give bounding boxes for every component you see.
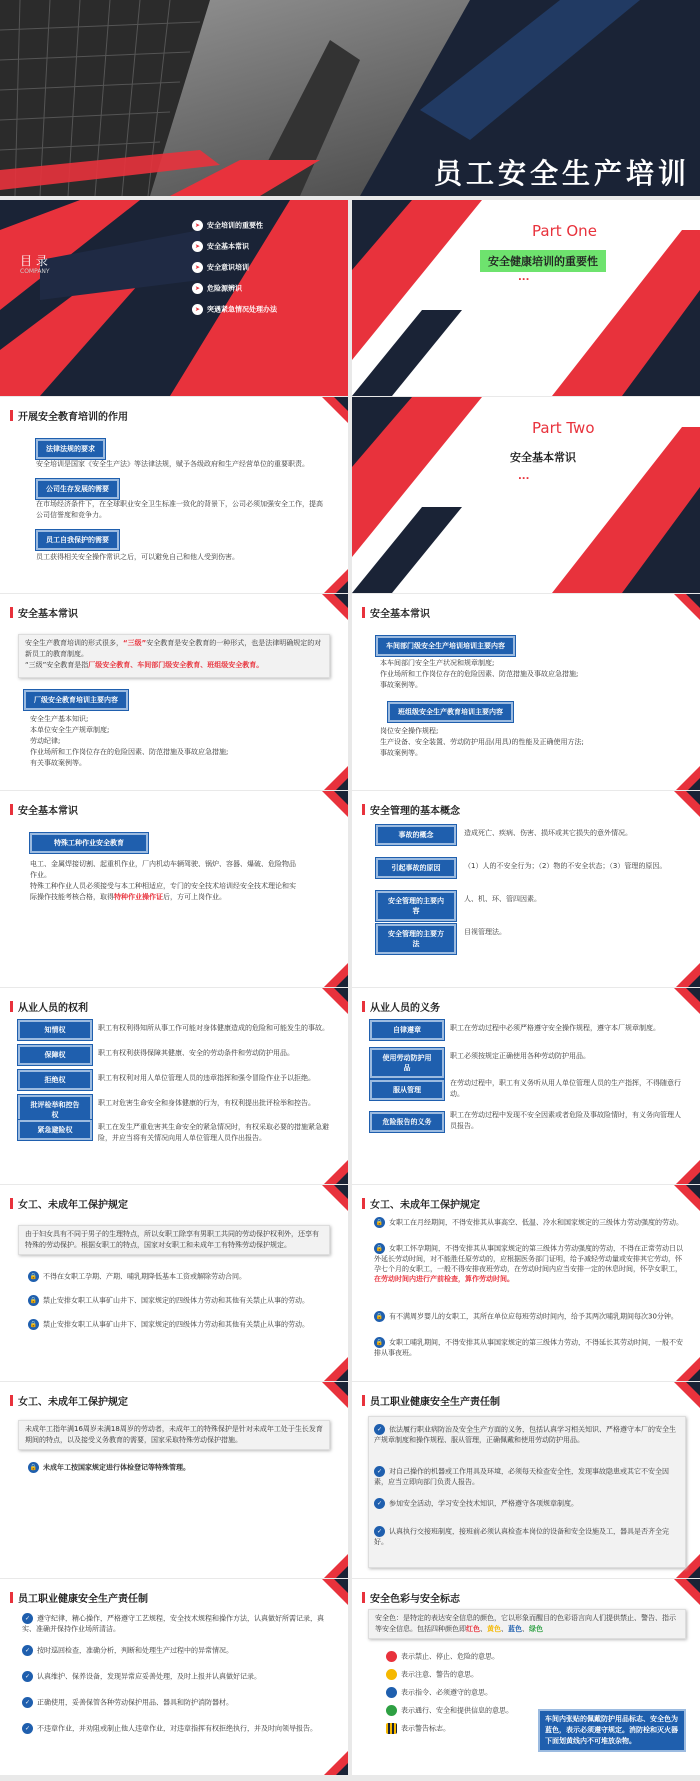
- mgmt-concept-slide: [352, 791, 700, 987]
- corner-deco: [336, 778, 348, 790]
- arrow-icon: ➤: [192, 262, 203, 273]
- yellow-dot-icon: [386, 1669, 397, 1680]
- slide-header: 安全管理的基本概念: [362, 802, 460, 817]
- note-box: 车间内张贴的佩戴防护用品标志、安全色为蓝色，表示必须遵守规定。消防栓和灭火器下面划黄线内不可堆放杂物。: [538, 1709, 686, 1752]
- lock-icon: 🔒: [29, 1297, 38, 1304]
- part-label: Part Two: [532, 419, 595, 437]
- check-icon: ✓: [22, 1671, 33, 1682]
- part-title: 安全健康培训的重要性: [480, 250, 606, 272]
- slide-header: 从业人员的义务: [362, 999, 440, 1014]
- tag-key: 保障权: [18, 1045, 92, 1065]
- tag-key: 安全管理的主要方法: [376, 924, 456, 954]
- intro-box: 安全色：是特定的表达安全信息的颜色，它以形象而醒目的色彩语言向人们提供禁止、警告、指示等安全信息。包括四种颜色即红色、黄色、蓝色、绿色: [368, 1609, 686, 1639]
- tag-special: 特殊工种作业安全教育: [30, 833, 148, 853]
- list-item: 🔒 女职工怀孕期间，不得安排其从事国家规定的第三级体力劳动强度的劳动，不得在正常劳动日以外延长劳动时间，对不能胜任原劳动的，应根据医务部门证明，给予减轻劳动量或安排其它劳动，怀孕七个月的女职工，一般不得安排夜班劳动，在劳动时间内应当安排一定的休息时间，怀孕女职工，在劳动时间内进行产前检查，算作劳动时间。: [374, 1244, 683, 1283]
- slide-header: 安全色彩与安全标志: [362, 1590, 460, 1605]
- toc-title: 目 录: [20, 254, 48, 268]
- corner-deco: [334, 594, 348, 608]
- corner-deco: [336, 581, 348, 593]
- tag-key: 批评检举和控告权: [18, 1095, 92, 1125]
- color-item-stripe: 表示警告标志。: [386, 1723, 450, 1734]
- value-text: 职工必须按规定正确使用各种劳动防护用品。: [450, 1052, 590, 1060]
- toc-item[interactable]: ➤ 危险源辨识: [192, 283, 277, 304]
- corner-deco: [334, 791, 348, 805]
- list-item: ✓ 正确使用，妥善保管各种劳动保护用品、器具和防护消防器材。: [22, 1697, 332, 1708]
- corner-deco: [688, 778, 700, 790]
- basics-slide-3: [0, 791, 348, 987]
- toc-subtitle: COMPANY: [20, 268, 50, 275]
- corner-deco: [336, 1763, 348, 1775]
- list-item: ✓ 认真维护、保养设备，发现异常应妥善处理，及时上报并认真做好记录。: [22, 1671, 332, 1682]
- toc-list: [192, 220, 277, 325]
- toc-bg-shapes: [0, 200, 348, 396]
- tag-key: 服从管理: [370, 1080, 444, 1100]
- corner-deco: [336, 1369, 348, 1381]
- part-dots: ...: [518, 471, 530, 482]
- list-item: 🔒 禁止安排女职工从事矿山井下、国家规定的四级体力劳动和其他有关禁止从事的劳动。: [29, 1320, 309, 1329]
- corner-deco: [686, 988, 700, 1002]
- color-item-yellow: 表示注意、警告的意思。: [386, 1669, 478, 1680]
- slide-header: 女工、未成年工保护规定: [10, 1393, 128, 1408]
- lock-icon: 🔒: [375, 1313, 384, 1320]
- text-law: 安全培训是国家《安全生产法》等法律法规，赋予各级政府和生产经营单位的重要职责。: [36, 460, 309, 468]
- value-text: （1）人的不安全行为；（2）物的不安全状态；（3）管理的原因。: [464, 862, 667, 870]
- arrow-icon: ➤: [192, 241, 203, 252]
- tag-workshop: 车间部门级安全生产培训培训主要内容: [376, 636, 515, 656]
- tag-self: 员工自我保护的需要: [36, 530, 119, 550]
- basics-slide-2: [352, 594, 700, 790]
- blue-dot-icon: [386, 1687, 397, 1698]
- corner-deco: [688, 1369, 700, 1381]
- tag-company: 公司生存发展的需要: [36, 479, 119, 499]
- corner-deco: [334, 1382, 348, 1396]
- corner-deco: [688, 1172, 700, 1184]
- tag-key: 自律遵章: [370, 1020, 444, 1040]
- tag-key: 紧急避险权: [18, 1120, 92, 1140]
- value-text: 在劳动过程中，职工有义务听从用人单位管理人员的生产指挥，不得随意行动。: [450, 1079, 681, 1098]
- color-item-red: 表示禁止、停止、危险的意思。: [386, 1651, 499, 1662]
- safety-color-slide: [352, 1579, 700, 1775]
- corner-deco: [686, 1579, 700, 1593]
- color-item-green: 表示通行、安全和提供信息的意思。: [386, 1705, 513, 1716]
- toc-item[interactable]: ➤ 安全意识培训: [192, 262, 277, 283]
- value-text: 职工有权利对用人单位管理人员的违章指挥和强令冒险作业予以拒绝。: [98, 1074, 315, 1082]
- tag-key: 危险报告的义务: [370, 1112, 444, 1132]
- value-text: 目视管理法。: [464, 928, 506, 936]
- intro-box: 安全生产教育培训的形式很多，“三级”安全教育是安全教育的一种形式，也是法律明确规定的对新员工的教育制度。 “三级”安全教育是指厂级安全教育、车间部门级安全教育、班组级安全教育。: [18, 634, 330, 678]
- tag-key: 事故的概念: [376, 825, 456, 845]
- corner-deco: [686, 1185, 700, 1199]
- intro-box: 由于妇女具有不同于男子的生理特点，所以女职工除享有男职工共同的劳动保护权利外，还享有特殊的劳动保护。根据女职工的特点，国家对女职工和未成年工有特殊劳动保护规定。: [18, 1225, 330, 1255]
- corner-deco: [334, 988, 348, 1002]
- responsibility-slide-1: [352, 1382, 700, 1578]
- corner-deco: [336, 975, 348, 987]
- corner-deco: [688, 975, 700, 987]
- corner-deco: [334, 1579, 348, 1593]
- corner-deco: [686, 594, 700, 608]
- text-self: 员工获得相关安全操作常识之后，可以避免自己和他人受到伤害。: [36, 553, 239, 561]
- value-text: 职工在劳动过程中发现不安全因素或者危险及事故险情时，有义务向管理人员报告。: [450, 1111, 681, 1130]
- value-text: 职工在发生严重危害其生命安全的紧急情况时，有权采取必要的措施紧急避险，并应当将有关情况向用人单位管理人员作出报告。: [98, 1123, 329, 1142]
- list-item: 🔒 有不满周岁婴儿的女职工，其所在单位应每班劳动时间内，给予其两次哺乳期间每次30分钟。: [375, 1312, 678, 1321]
- cover-slide: [0, 0, 700, 196]
- slide-header: 女工、未成年工保护规定: [362, 1196, 480, 1211]
- cover-title: 员工安全生产培训: [433, 157, 690, 190]
- list-team: 岗位安全操作规程; 生产设备、安全装置、劳动防护用品(用具)的性能及正确使用方法; 事故案例等。: [380, 727, 584, 757]
- arrow-icon: ➤: [192, 220, 203, 231]
- list-item: ✓ 对自己操作的机器或工作用具及环境，必须每天检查安全性，发现事故隐患或其它不安全因素，应当立即向部门负责人报告。: [374, 1467, 669, 1486]
- slide-header: 开展安全教育培训的作用: [10, 408, 128, 423]
- corner-deco: [688, 1566, 700, 1578]
- toc-item[interactable]: ➤ 安全基本常识: [192, 241, 277, 262]
- corner-deco: [334, 1185, 348, 1199]
- lock-icon: 🔒: [29, 1273, 38, 1280]
- text-special-1: 电工、金属焊接切割、起重机作业，厂内机动车辆驾驶、锅炉、容器、爆破、危险物品作业。: [30, 860, 296, 879]
- list-item: ✓ 参加安全活动，学习安全技术知识，严格遵守各项规章制度。: [374, 1498, 679, 1509]
- value-text: 职工有权利得知所从事工作可能对身体健康造成的危险和可能发生的事故。: [98, 1024, 329, 1032]
- arrow-icon: ➤: [192, 283, 203, 294]
- check-icon: ✓: [22, 1645, 33, 1656]
- tag-key: 使用劳动防护用品: [370, 1048, 444, 1078]
- value-text: 造成死亡、疾病、伤害、损坏或其它损失的意外情况。: [464, 829, 632, 837]
- part-bg-shapes: [352, 397, 700, 593]
- part-bg-shapes: [352, 200, 700, 396]
- red-dot-icon: [386, 1651, 397, 1662]
- lock-icon: 🔒: [29, 1321, 38, 1328]
- value-text: 职工有权利获得保障其健康、安全的劳动条件和劳动防护用品。: [98, 1049, 294, 1057]
- toc-slide: [0, 200, 348, 396]
- list-item: 🔒 禁止安排女职工从事矿山井下、国家规定的四级体力劳动和其他有关禁止从事的劳动。: [29, 1296, 309, 1305]
- intro-box: 未成年工指年满16周岁未满18周岁的劳动者，未成年工的特殊保护是针对未成年工处于生长发育期间的特点，以及接受义务教育的需要，国家采取特殊劳动保护措施。: [18, 1420, 330, 1450]
- toc-item[interactable]: ➤ 突遇紧急情况处理办法: [192, 304, 277, 325]
- check-icon: ✓: [374, 1466, 385, 1477]
- slide-header: 从业人员的权利: [10, 999, 88, 1014]
- lock-icon: 🔒: [375, 1219, 384, 1226]
- tag-key: 拒绝权: [18, 1070, 92, 1090]
- part-dots: ...: [518, 272, 530, 283]
- list-item: 🔒 未成年工按国家规定进行体检登记等特殊管理。: [29, 1463, 190, 1472]
- slide-header: 女工、未成年工保护规定: [10, 1196, 128, 1211]
- list-item: ✓ 不违章作业，并劝阻或制止他人违章作业，对违章指挥有权拒绝执行，并及时向领导报告。: [22, 1723, 332, 1734]
- text-special-2: 特殊工种作业人员必须接受与本工种相适应，专门的安全技术培训经安全技术理论和实际操作技能考核合格，取得特种作业操作证后，方可上岗作业。: [30, 882, 296, 901]
- list-item: 🔒 女职工在月经期间，不得安排其从事高空、低温、冷水和国家规定的三级体力劳动强度的劳动。: [375, 1218, 683, 1227]
- minor-protection-slide: [0, 1382, 348, 1578]
- slide-header: 员工职业健康安全生产责任制: [10, 1590, 148, 1605]
- part-title: 安全基本常识: [510, 451, 576, 464]
- value-text: 职工在劳动过程中必须严格遵守安全操作规程，遵守本厂规章制度。: [450, 1024, 660, 1032]
- list-factory: 安全生产基本知识; 本单位安全生产规章制度; 劳动纪律; 作业场所和工作岗位存在的危险因素、防范措施及事故应急措施; 有关事故案例等。: [30, 715, 229, 767]
- list-item: ✓ 依法履行职业病防治及安全生产方面的义务，包括认真学习相关知识、严格遵守本厂的安全生产规章制度和操作规程、服从管理，正确佩戴和使用劳动防护用品。: [374, 1425, 676, 1444]
- text-company: 在市场经济条件下，在全球职业安全卫生标准一致化的背景下，公司必须加强安全工作，提高公司信誉度和竞争力。: [36, 500, 323, 519]
- part-label: Part One: [532, 222, 597, 240]
- list-item: ✓ 认真执行交接班制度，接班前必须认真检查本岗位的设备和安全设施及工，器具是否齐全完好。: [374, 1527, 669, 1546]
- list-item: 🔒 女职工哺乳期间，不得安排其从事国家规定的第三级体力劳动，不得延长其劳动时间，一般不安排从事夜班。: [374, 1338, 683, 1357]
- slide-header: 安全基本常识: [10, 802, 78, 817]
- list-item: ✓ 遵守纪律，精心操作，严格遵守工艺规程，安全技术规程和操作方法，认真做好所需记录，真实、准确并保持作业场所清洁。: [22, 1614, 324, 1633]
- slide-header: 安全基本常识: [362, 605, 430, 620]
- slide-header: 安全基本常识: [10, 605, 78, 620]
- green-dot-icon: [386, 1705, 397, 1716]
- check-icon: ✓: [22, 1723, 33, 1734]
- tag-key: 知情权: [18, 1020, 92, 1040]
- check-icon: ✓: [22, 1697, 33, 1708]
- rights-slide: [0, 988, 348, 1184]
- tag-key: 安全管理的主要内容: [376, 891, 456, 921]
- tag-factory: 厂级安全教育培训主要内容: [24, 690, 128, 710]
- lock-icon: 🔒: [375, 1245, 384, 1252]
- tag-law: 法律法规的要求: [36, 439, 105, 459]
- check-icon: ✓: [374, 1498, 385, 1509]
- lock-icon: 🔒: [29, 1464, 38, 1471]
- corner-deco: [686, 1382, 700, 1396]
- tag-team: 班组级安全生产教育培训主要内容: [388, 702, 513, 722]
- corner-deco: [686, 791, 700, 805]
- female-protection-slide-1: [0, 1185, 348, 1381]
- part-two-slide: [352, 397, 700, 593]
- part-one-slide: [352, 200, 700, 396]
- value-text: 职工对危害生命安全和身体健康的行为，有权利提出批评检举和控告。: [98, 1099, 315, 1107]
- responsibility-slide-2: [0, 1579, 348, 1775]
- importance-slide: [0, 397, 348, 593]
- duties-slide: [352, 988, 700, 1184]
- check-icon: ✓: [374, 1424, 385, 1435]
- check-icon: ✓: [22, 1613, 33, 1624]
- female-protection-slide-2: [352, 1185, 700, 1381]
- basics-slide-1: [0, 594, 348, 790]
- list-workshop: 本车间部门安全生产状况和规章制度; 作业场所和工作岗位存在的危险因素、防范措施及事故应急措施; 事故案例等。: [380, 659, 579, 689]
- value-text: 人、机、环、管四因素。: [464, 895, 541, 903]
- color-item-blue: 表示指令、必须遵守的意思。: [386, 1687, 492, 1698]
- lock-icon: 🔒: [375, 1339, 384, 1346]
- list-item: 🔒 不得在女职工孕期、产期、哺乳期降低基本工资或解除劳动合同。: [29, 1272, 246, 1281]
- corner-deco: [336, 1172, 348, 1184]
- slide-header: 员工职业健康安全生产责任制: [362, 1393, 500, 1408]
- warning-stripe-icon: [386, 1723, 397, 1734]
- tag-key: 引起事故的原因: [376, 858, 456, 878]
- toc-item[interactable]: ➤ 安全培训的重要性: [192, 220, 277, 241]
- corner-deco: [336, 1566, 348, 1578]
- arrow-icon: ➤: [192, 304, 203, 315]
- corner-deco: [334, 397, 348, 411]
- check-icon: ✓: [374, 1526, 385, 1537]
- list-item: ✓ 按时巡回检查，准确分析，判断和处理生产过程中的异常情况。: [22, 1645, 332, 1656]
